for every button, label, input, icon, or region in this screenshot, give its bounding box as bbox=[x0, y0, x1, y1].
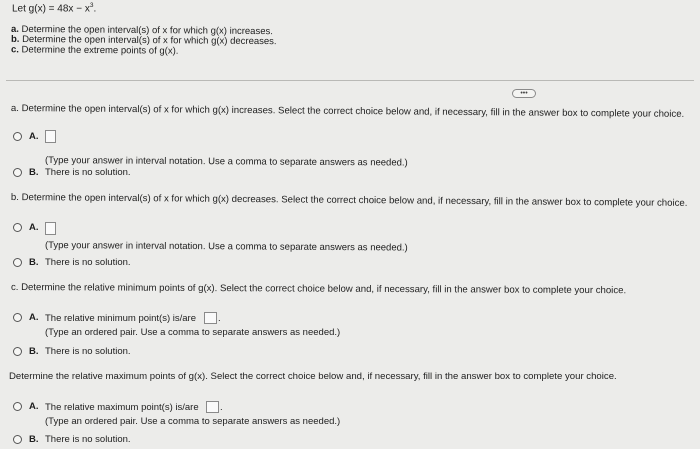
radio-a-option-b[interactable] bbox=[13, 168, 22, 177]
option-suffix: . bbox=[218, 313, 221, 324]
part-c-summary bbox=[11, 44, 178, 56]
section-divider bbox=[6, 80, 694, 81]
part-letter: b. bbox=[10, 33, 20, 45]
question-d-prompt: Determine the relative maximum points of g(x). Select the correct choice below and, if necessary, fill in the answer box to complete your choice. bbox=[9, 371, 617, 382]
part-text: Determine the open interval(s) of x for which g(x) decreases. bbox=[22, 33, 277, 48]
option-letter: B. bbox=[29, 167, 39, 178]
function-suffix: . bbox=[93, 3, 97, 15]
option-letter: A. bbox=[29, 312, 39, 323]
option-letter: B. bbox=[29, 346, 39, 357]
radio-c-option-b[interactable] bbox=[13, 347, 22, 356]
option-letter: A. bbox=[29, 222, 39, 233]
function-definition bbox=[12, 2, 96, 14]
option-suffix: . bbox=[220, 402, 223, 413]
function-exponent: 3 bbox=[89, 2, 94, 9]
radio-c-option-a[interactable] bbox=[13, 313, 22, 322]
radio-b-option-b[interactable] bbox=[13, 258, 22, 267]
radio-a-option-a[interactable] bbox=[13, 132, 22, 141]
question-b-prompt: b. Determine the open interval(s) of x for which g(x) decreases. Select the correct choice below and, if necessary, fill in the answer box to complete your choice. bbox=[10, 192, 688, 209]
part-text: Determine the extreme points of g(x). bbox=[21, 44, 179, 57]
answer-box-relative-maximum[interactable] bbox=[206, 401, 219, 413]
option-text: There is no solution. bbox=[45, 434, 131, 445]
function-prefix: Let g(x) = 48x − x bbox=[12, 3, 90, 15]
question-c-prompt: c. Determine the relative minimum points of g(x). Select the correct choice below and, if necessary, fill in the answer box to complete your choice. bbox=[10, 282, 627, 297]
option-text: The relative minimum point(s) is/are bbox=[45, 313, 196, 324]
question-a-prompt: a. Determine the open interval(s) of x for which g(x) increases. Select the correct choice below and, if necessary, fill in the answer box to complete your choice. bbox=[10, 103, 685, 120]
option-text: There is no solution. bbox=[45, 167, 131, 178]
answer-box-relative-minimum[interactable] bbox=[204, 312, 217, 324]
option-text: There is no solution. bbox=[45, 346, 131, 357]
option-letter: A. bbox=[29, 401, 39, 412]
option-text: There is no solution. bbox=[45, 257, 131, 268]
option-text: The relative maximum point(s) is/are bbox=[45, 402, 199, 413]
option-letter: B. bbox=[29, 434, 39, 445]
radio-d-option-a[interactable] bbox=[13, 402, 22, 411]
option-hint: (Type an ordered pair. Use a comma to separate answers as needed.) bbox=[45, 416, 341, 427]
option-letter: B. bbox=[29, 257, 39, 268]
radio-d-option-b[interactable] bbox=[13, 435, 22, 444]
option-letter: A. bbox=[29, 131, 39, 142]
option-hint: (Type your answer in interval notation. Use a comma to separate answers as needed.) bbox=[44, 155, 408, 169]
answer-box-increasing[interactable] bbox=[45, 130, 56, 143]
option-hint: (Type an ordered pair. Use a comma to separate answers as needed.) bbox=[45, 327, 341, 338]
answer-box-decreasing[interactable] bbox=[45, 222, 56, 235]
part-letter: a. bbox=[10, 23, 19, 35]
option-hint: (Type your answer in interval notation. Use a comma to separate answers as needed.) bbox=[44, 240, 408, 254]
more-options-button[interactable]: ••• bbox=[512, 89, 536, 98]
radio-b-option-a[interactable] bbox=[13, 223, 22, 232]
part-text: Determine the open interval(s) of x for which g(x) increases. bbox=[21, 23, 273, 38]
part-letter: c. bbox=[10, 44, 19, 56]
